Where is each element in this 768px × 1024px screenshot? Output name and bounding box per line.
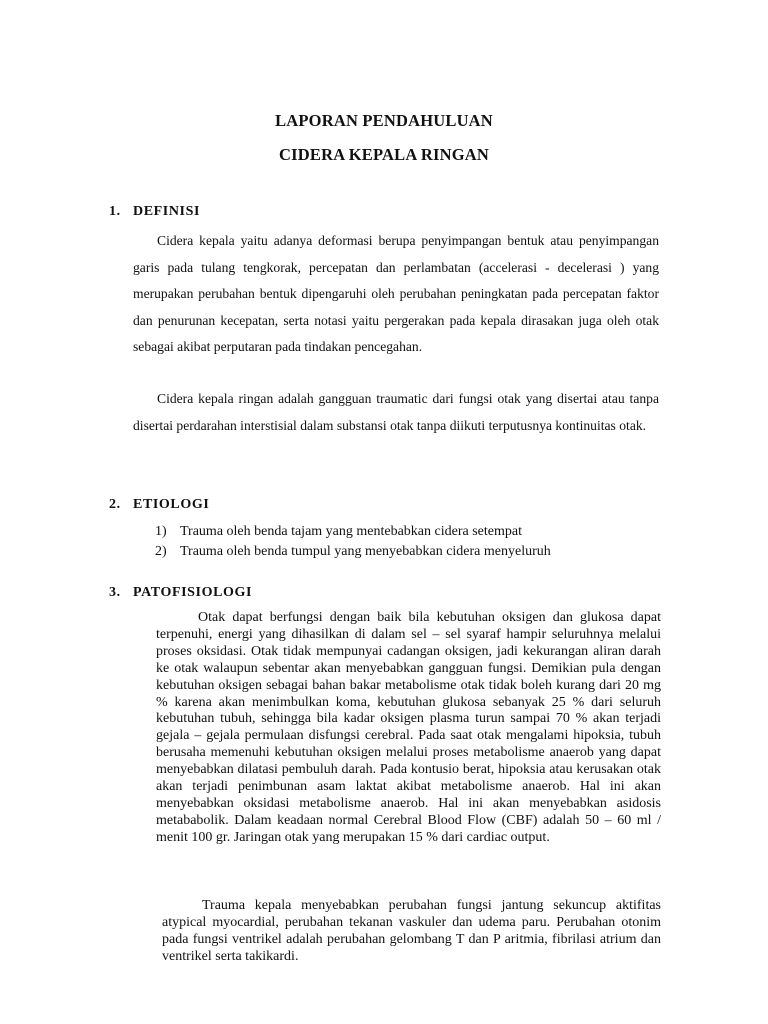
patofisiologi-paragraph-2: Trauma kepala menyebabkan perubahan fungsi jantung sekuncup aktifitas atypical myocardial, perubahan tekanan vaskuler dan udema paru. Perubahan otonim pada fungsi ventrikel adalah perubahan gelombang T dan P aritmia, fibrilasi atrium dan ventrikel serta takikardi. — [162, 898, 661, 964]
list-item — [155, 522, 551, 542]
list-item — [155, 542, 551, 562]
document-subtitle: CIDERA KEPALA RINGAN — [279, 145, 489, 164]
section-number: 3. — [109, 585, 121, 600]
document-title: LAPORAN PENDAHULUAN — [275, 111, 493, 130]
section-heading-etiologi — [109, 497, 209, 513]
section-title: ETIOLOGI — [133, 497, 210, 512]
section-title: DEFINISI — [133, 204, 201, 219]
definisi-paragraph-2: Cidera kepala ringan adalah gangguan traumatic dari fungsi otak yang disertai atau tanpa disertai perdarahan interstisial dalam substansi otak tanpa diikuti terputusnya kontinuitas otak. — [133, 391, 659, 433]
section-number: 1. — [109, 204, 121, 219]
definisi-paragraph-1: Cidera kepala yaitu adanya deformasi berupa penyimpangan bentuk atau penyimpangan garis pada tulang tengkorak, percepatan dan perlambatan (accelerasi - decelerasi ) yang merupakan perubahan bentuk dipengaruhi oleh perubahan peningkatan pada percepatan faktor dan penurunan kecepatan, serta notasi yaitu pergerakan pada kepala dirasakan juga oleh otak sebagai akibat perputaran pada tindakan pencegahan. — [133, 233, 659, 354]
etiologi-list — [155, 522, 551, 561]
list-marker: 2) — [155, 543, 167, 559]
list-item-text: Trauma oleh benda tajam yang mentebabkan cidera setempat — [180, 524, 522, 539]
patofisiologi-paragraph-1: Otak dapat berfungsi dengan baik bila kebutuhan oksigen dan glukosa dapat terpenuhi, energi yang dihasilkan di dalam sel – sel syaraf hampir seluruhnya melalui proses oksidasi. Otak tidak mempunyai cadangan oksigen, jadi kekurangan aliran darah ke otak walaupun sebentar akan menyebabkan gangguan fungsi. Demikian pula dengan kebutuhan oksigen sebagai bahan bakar metabolisme otak tidak boleh kurang dari 20 mg % karena akan menimbulkan koma, kebutuhan glukosa sebanyak 25 % dari seluruh kebutuhan tubuh, sehingga bila kadar oksigen plasma turun sampai 70 % akan terjadi gejala – gejala permulaan disfungsi cerebral. Pada saat otak mengalami hipoksia, tubuh berusaha memenuhi kebutuhan oksigen melalui proses metabolisme anaerob yang dapat menyebabkan dilatasi pembuluh darah. Pada kontusio berat, hipoksia atau kerusakan otak akan terjadi penimbunan asam laktat akibat metabolisme anaerob. Hal ini akan menyebabkan oksidasi metabolisme anaerob. Hal ini akan menyebabkan asidosis metababolik. Dalam keadaan normal Cerebral Blood Flow (CBF) adalah 50 – 60 ml / menit 100 gr. Jaringan otak yang merupakan 15 % dari cardiac output. — [156, 610, 661, 845]
list-item-text: Trauma oleh benda tumpul yang menyebabkan cidera menyeluruh — [180, 543, 551, 559]
list-marker: 1) — [155, 524, 167, 539]
section-number: 2. — [109, 497, 121, 512]
section-heading-definisi — [109, 204, 200, 220]
section-heading-patofisiologi — [109, 585, 252, 601]
section-title: PATOFISIOLOGI — [133, 585, 253, 600]
